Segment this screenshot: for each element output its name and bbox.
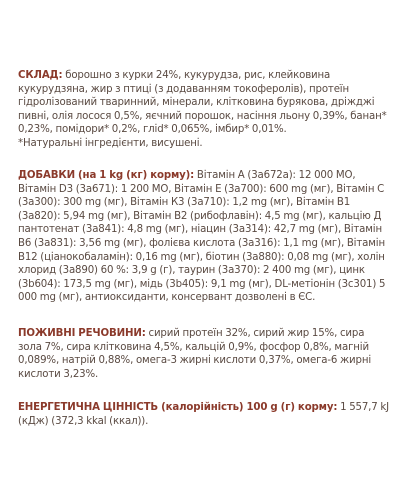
nutrients-heading: ПОЖИВНІ РЕЧОВИНИ:	[18, 328, 146, 339]
energy-text: 1 557,7 kJ (кДж) (372,3 kkal (ккал)).	[18, 402, 389, 427]
composition-note: *Натуральні інгредієнти, висушені.	[18, 137, 203, 149]
additives-text: Вітамін A (3a672a): 12 000 MO, Вітамін D3 (3a671): 1 200 MO, Вітамін E (3a700): 600 mg (мг), Вітамін C (3a300): 300 mg (мг), Вітамін К3 (3a710): 1,2 mg (мг), Вітамін B1 (3a820): 5,94 mg (мг), Вітамін B2 (рибофлавін): 4,5 mg (мг), кальцію Д пантотенат (3a841): 4,8 mg (мг), ніацин (3a314): 42,7 mg (мг), Вітамін B6 (3a831): 3,56 mg (мг), фолієва кислота (3a316): 1,1 mg (мг), Вітамін B12 (ціанокобаламін): 0,16 mg (мг), біотин (3a880): 0,08 mg (мг), холін хлорид (3a890) 60 %: 3,9 g (г), таурин (3a370): 2 400 mg (мг), цинк (3b604): 173,5 mg (мг), мідь (3b405): 9,1 mg (мг), DL-метіонін (3c301) 5 000 mg (мг), антиоксиданти, консервант дозволені в ЄС.	[18, 170, 386, 304]
nutrients-text: сирий протеїн 32%, сирий жир 15%, сира зола 7%, сира клітковина 4,5%, кальцій 0,9%, фосфор 0,8%, магній 0,089%, натрій 0,88%, омега-3 жирні кислоти 0,37%, омега-6 жирні кислоти 3,23%.	[18, 328, 372, 380]
composition-heading: СКЛАД:	[18, 70, 63, 81]
nutrients-section	[18, 327, 390, 381]
energy-section	[18, 401, 390, 428]
composition-text: борошно з курки 24%, кукурудза, рис, клейковина кукурудзяна, жир з птиці (з додаванням токоферолів), протеїн гідролізований тваринний, мінерали, клітковина бурякова, дріжджі пивні, олія лосося 0,5%, яєчний порошок, насіння льону 0,39%, банан* 0,23%, помідори* 0,2%, гліd* 0,065%, імбир* 0,01%.	[18, 70, 387, 136]
energy-heading: ЕНЕРГЕТИЧНА ЦІННІСТЬ (калорійність) 100 g (г) корму:	[18, 402, 338, 413]
composition-section	[18, 69, 390, 151]
additives-section	[18, 169, 390, 305]
additives-heading: ДОБАВКИ (на 1 kg (кг) корму):	[18, 170, 195, 181]
